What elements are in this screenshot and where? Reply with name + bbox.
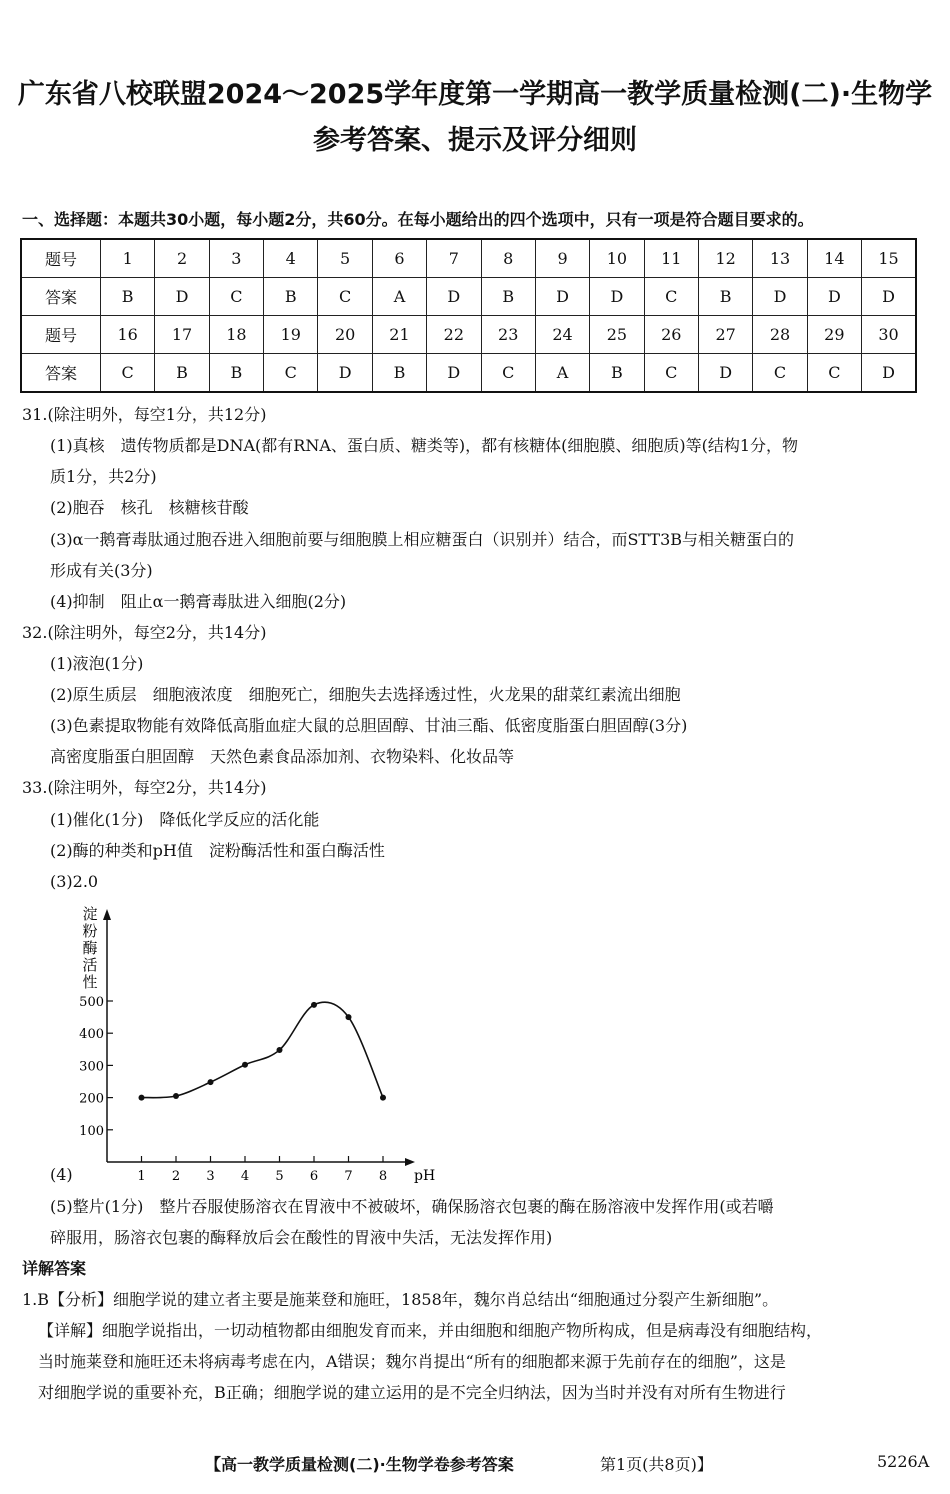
table-cell-answer: C (753, 354, 807, 393)
y-tick-label: 500 (79, 995, 104, 1010)
row-header: 答案 (21, 278, 101, 316)
table-cell-answer: A (535, 354, 589, 393)
table-cell-answer: C (209, 278, 263, 316)
table-cell-number: 14 (807, 239, 861, 278)
y-axis-label: 酶 (82, 939, 98, 957)
q32-heading: 32.(除注明外，每空2分，共14分) (22, 623, 267, 642)
table-cell-number: 20 (318, 316, 372, 354)
enzyme-activity-chart (55, 900, 435, 1190)
answer-line: (1)液泡(1分) (50, 654, 144, 673)
x-axis-arrow (405, 1158, 415, 1166)
table-cell-answer: D (318, 354, 372, 393)
table-cell-answer: C (481, 354, 535, 393)
table-cell-answer: B (372, 354, 426, 393)
q33-heading: 33.(除注明外，每空2分，共14分) (22, 778, 267, 797)
table-cell-answer: D (807, 278, 861, 316)
table-cell-answer: D (535, 278, 589, 316)
answer-line: (2)酶的种类和pH值 淀粉酶活性和蛋白酶活性 (50, 841, 385, 860)
table-cell-answer: B (209, 354, 263, 393)
table-row (21, 239, 916, 278)
x-tick-label: 1 (137, 1169, 146, 1184)
table-cell-number: 2 (155, 239, 209, 278)
table-cell-answer: B (698, 278, 752, 316)
data-point (380, 1095, 386, 1101)
answer-line: (2)胞吞 核孔 核糖核苷酸 (50, 498, 249, 517)
answer-line: (5)整片(1分) 整片吞服使肠溶衣在胃液中不被破坏，确保肠溶衣包裹的酶在肠溶液中发挥作用(或若嚼 (50, 1197, 774, 1216)
table-row (21, 316, 916, 354)
footer-code: 5226A (877, 1452, 930, 1471)
table-cell-number: 23 (481, 316, 535, 354)
table-cell-number: 6 (372, 239, 426, 278)
answer-line: (1)催化(1分) 降低化学反应的活化能 (50, 810, 320, 829)
table-cell-answer: D (698, 354, 752, 393)
x-axis-label: pH (414, 1168, 435, 1184)
y-axis-label: 活 (82, 956, 98, 974)
row-header: 题号 (21, 316, 101, 354)
table-cell-number: 26 (644, 316, 698, 354)
table-row (21, 278, 916, 316)
table-cell-answer: C (644, 354, 698, 393)
x-tick-label: 8 (378, 1169, 388, 1184)
table-cell-number: 28 (753, 316, 807, 354)
table-cell-number: 27 (698, 316, 752, 354)
table-cell-answer: A (372, 278, 426, 316)
table-cell-number: 10 (590, 239, 644, 278)
data-point (173, 1093, 179, 1099)
answer-line: 形成有关(3分) (50, 561, 153, 580)
data-point (346, 1014, 352, 1020)
table-cell-answer: D (155, 278, 209, 316)
detail-line: 1.B【分析】细胞学说的建立者主要是施莱登和施旺，1858年，魏尔肖总结出“细胞通过分裂产生新细胞”。 (22, 1290, 779, 1309)
table-cell-number: 8 (481, 239, 535, 278)
q4-label: (4) (50, 1165, 73, 1184)
row-header: 答案 (21, 354, 101, 393)
y-axis-arrow (103, 909, 111, 920)
table-cell-number: 22 (427, 316, 481, 354)
table-cell-answer: B (101, 278, 155, 316)
table-cell-number: 12 (698, 239, 752, 278)
answer-line: (4)抑制 阻止α一鹅膏毒肽进入细胞(2分) (50, 592, 347, 611)
page-subtitle: 参考答案、提示及评分细则 (313, 125, 637, 156)
table-cell-number: 3 (209, 239, 263, 278)
data-point (139, 1095, 145, 1101)
q31-heading: 31.(除注明外，每空1分，共12分) (22, 405, 267, 424)
x-tick-label: 4 (240, 1169, 250, 1184)
table-row (21, 354, 916, 393)
table-cell-number: 13 (753, 239, 807, 278)
y-axis-label: 性 (82, 973, 98, 991)
table-cell-number: 24 (535, 316, 589, 354)
table-cell-number: 19 (264, 316, 318, 354)
answer-line: 高密度脂蛋白胆固醇 天然色素食品添加剂、衣物染料、化妆品等 (50, 747, 515, 766)
table-cell-number: 4 (264, 239, 318, 278)
y-axis-label: 粉 (82, 922, 98, 940)
table-cell-answer: B (155, 354, 209, 393)
table-cell-number: 16 (101, 316, 155, 354)
table-cell-number: 1 (101, 239, 155, 278)
y-tick-label: 200 (79, 1091, 104, 1107)
table-cell-number: 11 (644, 239, 698, 278)
page-title: 广东省八校联盟2024～2025学年度第一学期高一教学质量检测(二)·生物学 (17, 79, 933, 110)
table-cell-answer: D (590, 278, 644, 316)
y-tick-label: 300 (79, 1059, 104, 1075)
data-point (277, 1047, 283, 1053)
table-cell-answer: C (318, 278, 372, 316)
table-cell-answer: D (753, 278, 807, 316)
table-cell-number: 21 (372, 316, 426, 354)
table-cell-number: 17 (155, 316, 209, 354)
table-cell-answer: B (481, 278, 535, 316)
x-tick-label: 6 (309, 1169, 319, 1184)
answer-line: (3)色素提取物能有效降低高脂血症大鼠的总胆固醇、甘油三酯、低密度脂蛋白胆固醇(3分) (50, 716, 688, 735)
detail-line: 【详解】细胞学说指出，一切动植物都由细胞发育而来，并由细胞和细胞产物所构成，但是病毒没有细胞结构， (38, 1321, 823, 1340)
x-tick-label: 3 (206, 1169, 215, 1184)
table-cell-answer: D (862, 278, 916, 316)
table-cell-number: 15 (862, 239, 916, 278)
footer-page: 第1页(共8页)】 (600, 1455, 713, 1474)
table-cell-answer: D (427, 278, 481, 316)
data-point (242, 1062, 248, 1068)
answer-line: (3)2.0 (50, 872, 99, 891)
table-cell-answer: C (807, 354, 861, 393)
answer-line: (2)原生质层 细胞液浓度 细胞死亡，细胞失去选择透过性，火龙果的甜菜红素流出细胞 (50, 685, 681, 704)
footer-title: 【高一教学质量检测(二)·生物学卷参考答案 (205, 1455, 514, 1474)
table-cell-number: 18 (209, 316, 263, 354)
table-cell-number: 29 (807, 316, 861, 354)
table-cell-number: 5 (318, 239, 372, 278)
data-point (208, 1079, 214, 1085)
table-cell-answer: B (264, 278, 318, 316)
table-cell-answer: D (862, 354, 916, 393)
table-cell-answer: B (590, 354, 644, 393)
answer-table (20, 238, 917, 393)
table-cell-number: 30 (862, 316, 916, 354)
detail-line: 当时施莱登和施旺还未将病毒考虑在内，A错误；魏尔肖提出“所有的细胞都来源于先前存在的细胞”，这是 (38, 1352, 786, 1371)
table-cell-number: 9 (535, 239, 589, 278)
table-cell-answer: C (101, 354, 155, 393)
x-tick-label: 2 (171, 1169, 181, 1184)
table-cell-number: 7 (427, 239, 481, 278)
answer-line: (3)α一鹅膏毒肽通过胞吞进入细胞前要与细胞膜上相应糖蛋白（识别并）结合，而STT3B与相关糖蛋白的 (50, 530, 795, 549)
y-tick-label: 400 (79, 1027, 104, 1043)
x-tick-label: 7 (344, 1169, 353, 1184)
section1-instruction: 一、选择题：本题共30小题，每小题2分，共60分。在每小题给出的四个选项中，只有一项是符合题目要求的。 (22, 210, 814, 229)
y-tick-label: 100 (79, 1123, 104, 1139)
answer-line: 碎服用，肠溶衣包裹的酶释放后会在酸性的胃液中失活，无法发挥作用) (50, 1228, 553, 1247)
table-cell-answer: C (264, 354, 318, 393)
detail-heading: 详解答案 (22, 1259, 87, 1278)
answer-line: 质1分，共2分) (50, 467, 157, 486)
table-cell-answer: C (644, 278, 698, 316)
table-cell-answer: D (427, 354, 481, 393)
data-point (311, 1002, 317, 1008)
detail-line: 对细胞学说的重要补充，B正确；细胞学说的建立运用的是不完全归纳法，因为当时并没有对所有生物进行 (38, 1383, 786, 1402)
answer-line: (1)真核 遗传物质都是DNA(都有RNA、蛋白质、糖类等)，都有核糖体(细胞膜、细胞质)等(结构1分，物 (50, 436, 799, 455)
y-axis-label: 淀 (82, 905, 98, 923)
row-header: 题号 (21, 239, 101, 278)
x-tick-label: 5 (275, 1169, 284, 1184)
table-cell-number: 25 (590, 316, 644, 354)
